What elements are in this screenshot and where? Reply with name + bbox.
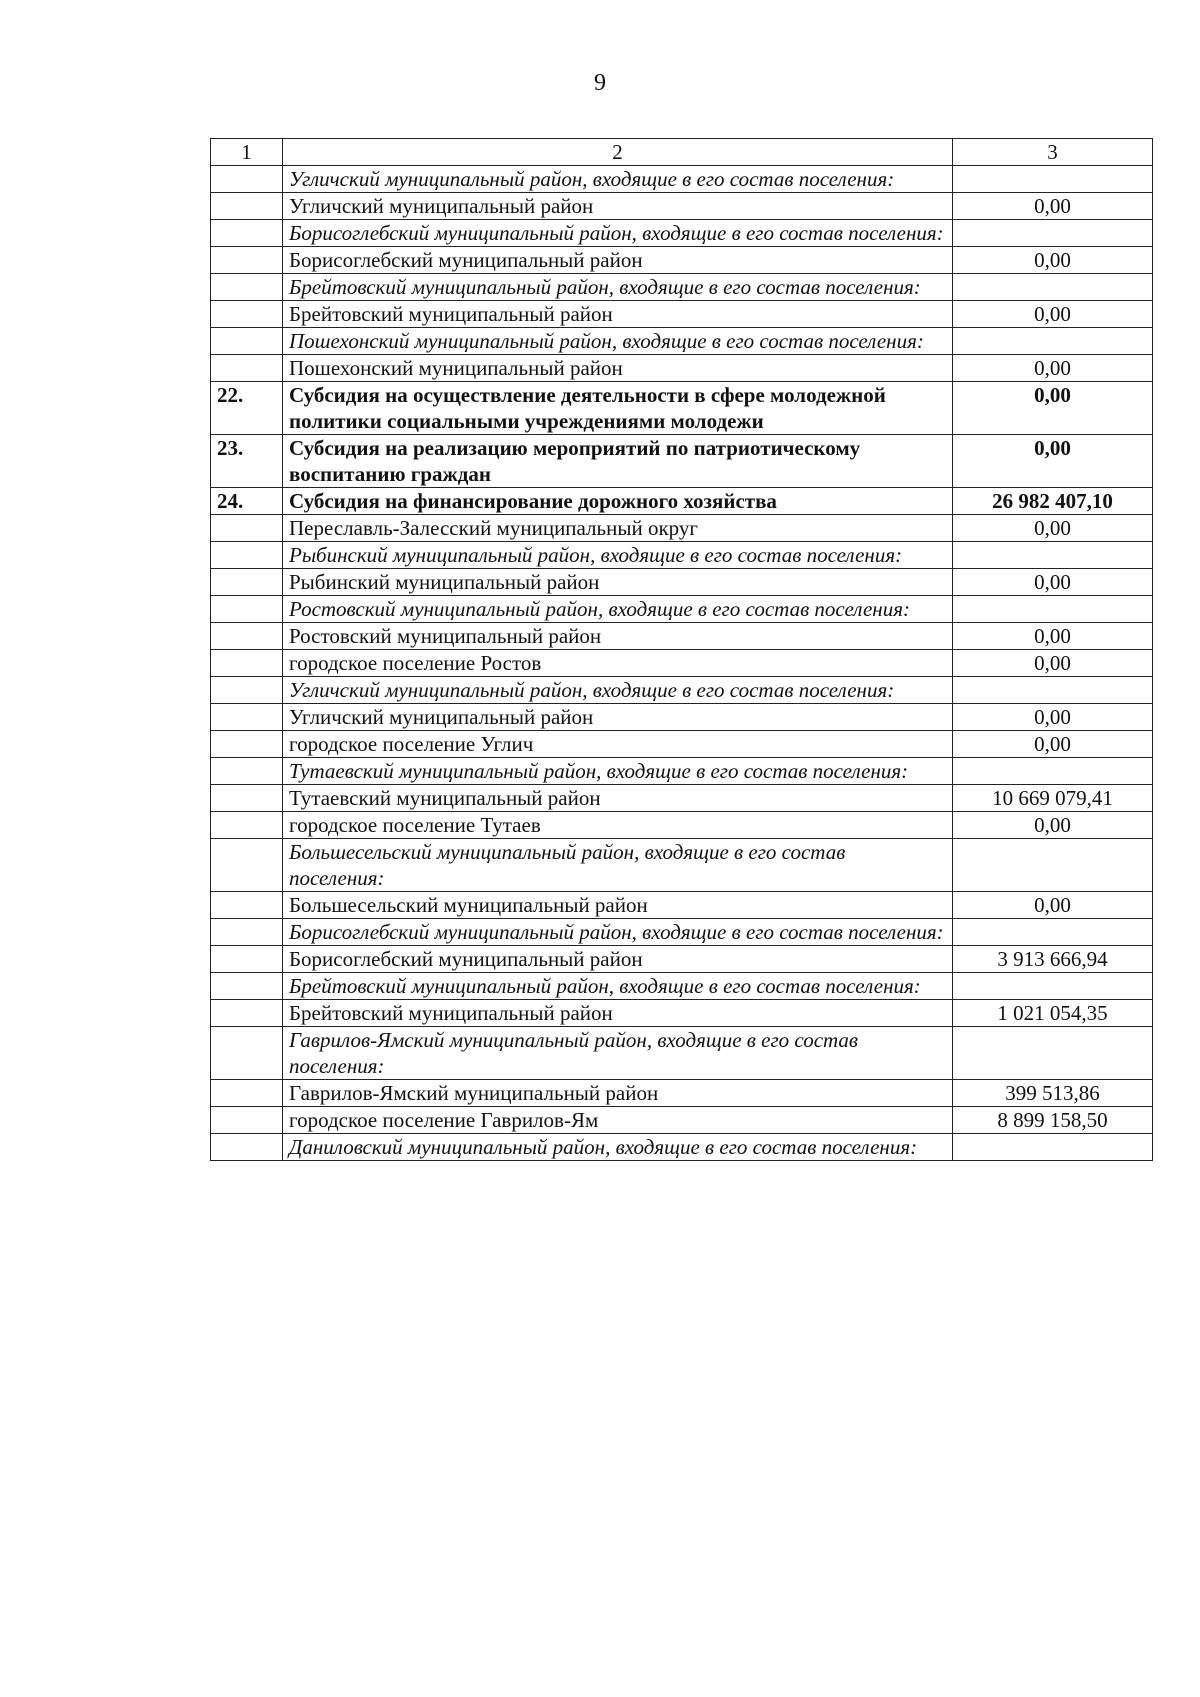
row-number-cell [211, 677, 283, 704]
row-text-cell: городское поселение Ростов [283, 650, 953, 677]
row-number-cell [211, 328, 283, 355]
row-amount-cell: 0,00 [953, 650, 1153, 677]
row-number-cell: 22. [211, 382, 283, 435]
row-text-cell: Угличский муниципальный район, входящие в его состав поселения: [283, 166, 953, 193]
row-text-cell: Большесельский муниципальный район [283, 892, 953, 919]
row-amount-cell: 0,00 [953, 569, 1153, 596]
row-amount-cell [953, 1134, 1153, 1161]
row-amount-cell: 0,00 [953, 515, 1153, 542]
row-amount-cell: 0,00 [953, 247, 1153, 274]
row-number-cell [211, 515, 283, 542]
table-row [211, 166, 1153, 193]
row-text-cell: Тутаевский муниципальный район, входящие в его состав поселения: [283, 758, 953, 785]
column-header-2: 2 [283, 139, 953, 166]
table-header [211, 139, 1153, 166]
row-amount-cell: 0,00 [953, 704, 1153, 731]
table-row [211, 1027, 1153, 1080]
row-number-cell [211, 220, 283, 247]
table-row [211, 946, 1153, 973]
row-text-cell: городское поселение Гаврилов-Ям [283, 1107, 953, 1134]
row-amount-cell: 26 982 407,10 [953, 488, 1153, 515]
row-number-cell [211, 301, 283, 328]
row-text-cell: Субсидия на финансирование дорожного хозяйства [283, 488, 953, 515]
row-text-cell: Тутаевский муниципальный район [283, 785, 953, 812]
row-number-cell [211, 1134, 283, 1161]
table-row [211, 301, 1153, 328]
row-text-cell: Брейтовский муниципальный район, входящие в его состав поселения: [283, 973, 953, 1000]
row-amount-cell: 3 913 666,94 [953, 946, 1153, 973]
table-row [211, 542, 1153, 569]
row-amount-cell [953, 328, 1153, 355]
row-text-cell: Борисоглебский муниципальный район, входящие в его состав поселения: [283, 919, 953, 946]
row-amount-cell: 0,00 [953, 355, 1153, 382]
row-number-cell [211, 166, 283, 193]
table-row [211, 328, 1153, 355]
row-text-cell: Даниловский муниципальный район, входящие в его состав поселения: [283, 1134, 953, 1161]
row-amount-cell [953, 542, 1153, 569]
row-text-cell: Борисоглебский муниципальный район [283, 946, 953, 973]
table-row [211, 1107, 1153, 1134]
row-text-cell: Ростовский муниципальный район, входящие в его состав поселения: [283, 596, 953, 623]
row-amount-cell: 0,00 [953, 435, 1153, 488]
table-row [211, 731, 1153, 758]
row-text-cell: Угличский муниципальный район [283, 704, 953, 731]
budget-table [210, 138, 1153, 1161]
page-number: 9 [594, 70, 606, 96]
row-amount-cell [953, 758, 1153, 785]
row-amount-cell [953, 677, 1153, 704]
table-row [211, 704, 1153, 731]
row-number-cell [211, 1080, 283, 1107]
row-text-cell: Большесельский муниципальный район, входящие в его состав поселения: [283, 839, 953, 892]
row-number-cell [211, 569, 283, 596]
table-row [211, 785, 1153, 812]
table-row [211, 569, 1153, 596]
row-amount-cell: 0,00 [953, 623, 1153, 650]
row-number-cell [211, 1107, 283, 1134]
row-amount-cell: 0,00 [953, 382, 1153, 435]
row-amount-cell: 0,00 [953, 892, 1153, 919]
header-row [211, 139, 1153, 166]
table-row [211, 274, 1153, 301]
row-text-cell: Угличский муниципальный район, входящие в его состав поселения: [283, 677, 953, 704]
row-text-cell: Угличский муниципальный район [283, 193, 953, 220]
row-number-cell: 24. [211, 488, 283, 515]
table-row [211, 973, 1153, 1000]
row-text-cell: Пошехонский муниципальный район, входящие в его состав поселения: [283, 328, 953, 355]
row-number-cell [211, 946, 283, 973]
row-number-cell [211, 193, 283, 220]
row-text-cell: городское поселение Углич [283, 731, 953, 758]
row-number-cell [211, 839, 283, 892]
row-amount-cell: 10 669 079,41 [953, 785, 1153, 812]
row-text-cell: Субсидия на реализацию мероприятий по патриотическому воспитанию граждан [283, 435, 953, 488]
row-number-cell [211, 1000, 283, 1027]
row-amount-cell: 399 513,86 [953, 1080, 1153, 1107]
table-row [211, 515, 1153, 542]
table-row [211, 812, 1153, 839]
table-row [211, 839, 1153, 892]
table-row [211, 623, 1153, 650]
row-number-cell [211, 247, 283, 274]
row-number-cell [211, 1027, 283, 1080]
table-row [211, 892, 1153, 919]
row-number-cell [211, 892, 283, 919]
row-text-cell: Рыбинский муниципальный район [283, 569, 953, 596]
row-text-cell: городское поселение Тутаев [283, 812, 953, 839]
row-amount-cell [953, 596, 1153, 623]
table-row [211, 435, 1153, 488]
table-row [211, 1000, 1153, 1027]
row-amount-cell [953, 839, 1153, 892]
row-number-cell [211, 812, 283, 839]
table-row [211, 758, 1153, 785]
row-text-cell: Ростовский муниципальный район [283, 623, 953, 650]
row-amount-cell [953, 1027, 1153, 1080]
table-body [211, 166, 1153, 1161]
row-text-cell: Субсидия на осуществление деятельности в сфере молодежной политики социальными учреждениями молодежи [283, 382, 953, 435]
row-text-cell: Гаврилов-Ямский муниципальный район [283, 1080, 953, 1107]
row-number-cell [211, 731, 283, 758]
row-amount-cell: 0,00 [953, 193, 1153, 220]
row-number-cell [211, 274, 283, 301]
row-number-cell [211, 758, 283, 785]
row-number-cell [211, 355, 283, 382]
row-text-cell: Переславль-Залесский муниципальный округ [283, 515, 953, 542]
row-number-cell [211, 919, 283, 946]
row-amount-cell: 0,00 [953, 812, 1153, 839]
row-number-cell: 23. [211, 435, 283, 488]
row-text-cell: Брейтовский муниципальный район [283, 1000, 953, 1027]
table-row [211, 677, 1153, 704]
row-text-cell: Рыбинский муниципальный район, входящие в его состав поселения: [283, 542, 953, 569]
row-number-cell [211, 650, 283, 677]
row-amount-cell [953, 973, 1153, 1000]
table-row [211, 1080, 1153, 1107]
table-row [211, 596, 1153, 623]
row-number-cell [211, 542, 283, 569]
row-text-cell: Пошехонский муниципальный район [283, 355, 953, 382]
row-text-cell: Брейтовский муниципальный район, входящие в его состав поселения: [283, 274, 953, 301]
row-number-cell [211, 704, 283, 731]
row-amount-cell: 8 899 158,50 [953, 1107, 1153, 1134]
table-row [211, 382, 1153, 435]
row-amount-cell [953, 166, 1153, 193]
row-amount-cell: 0,00 [953, 301, 1153, 328]
table-row [211, 193, 1153, 220]
row-number-cell [211, 785, 283, 812]
table-row [211, 355, 1153, 382]
row-number-cell [211, 623, 283, 650]
row-amount-cell [953, 274, 1153, 301]
table-row [211, 919, 1153, 946]
column-header-3: 3 [953, 139, 1153, 166]
row-text-cell: Гаврилов-Ямский муниципальный район, входящие в его состав поселения: [283, 1027, 953, 1080]
table-row [211, 650, 1153, 677]
row-number-cell [211, 973, 283, 1000]
row-text-cell: Борисоглебский муниципальный район [283, 247, 953, 274]
row-amount-cell: 0,00 [953, 731, 1153, 758]
column-header-1: 1 [211, 139, 283, 166]
table-row [211, 1134, 1153, 1161]
row-amount-cell [953, 220, 1153, 247]
row-number-cell [211, 596, 283, 623]
row-amount-cell [953, 919, 1153, 946]
row-text-cell: Брейтовский муниципальный район [283, 301, 953, 328]
row-amount-cell: 1 021 054,35 [953, 1000, 1153, 1027]
table-row [211, 488, 1153, 515]
table-row [211, 220, 1153, 247]
table-row [211, 247, 1153, 274]
row-text-cell: Борисоглебский муниципальный район, входящие в его состав поселения: [283, 220, 953, 247]
